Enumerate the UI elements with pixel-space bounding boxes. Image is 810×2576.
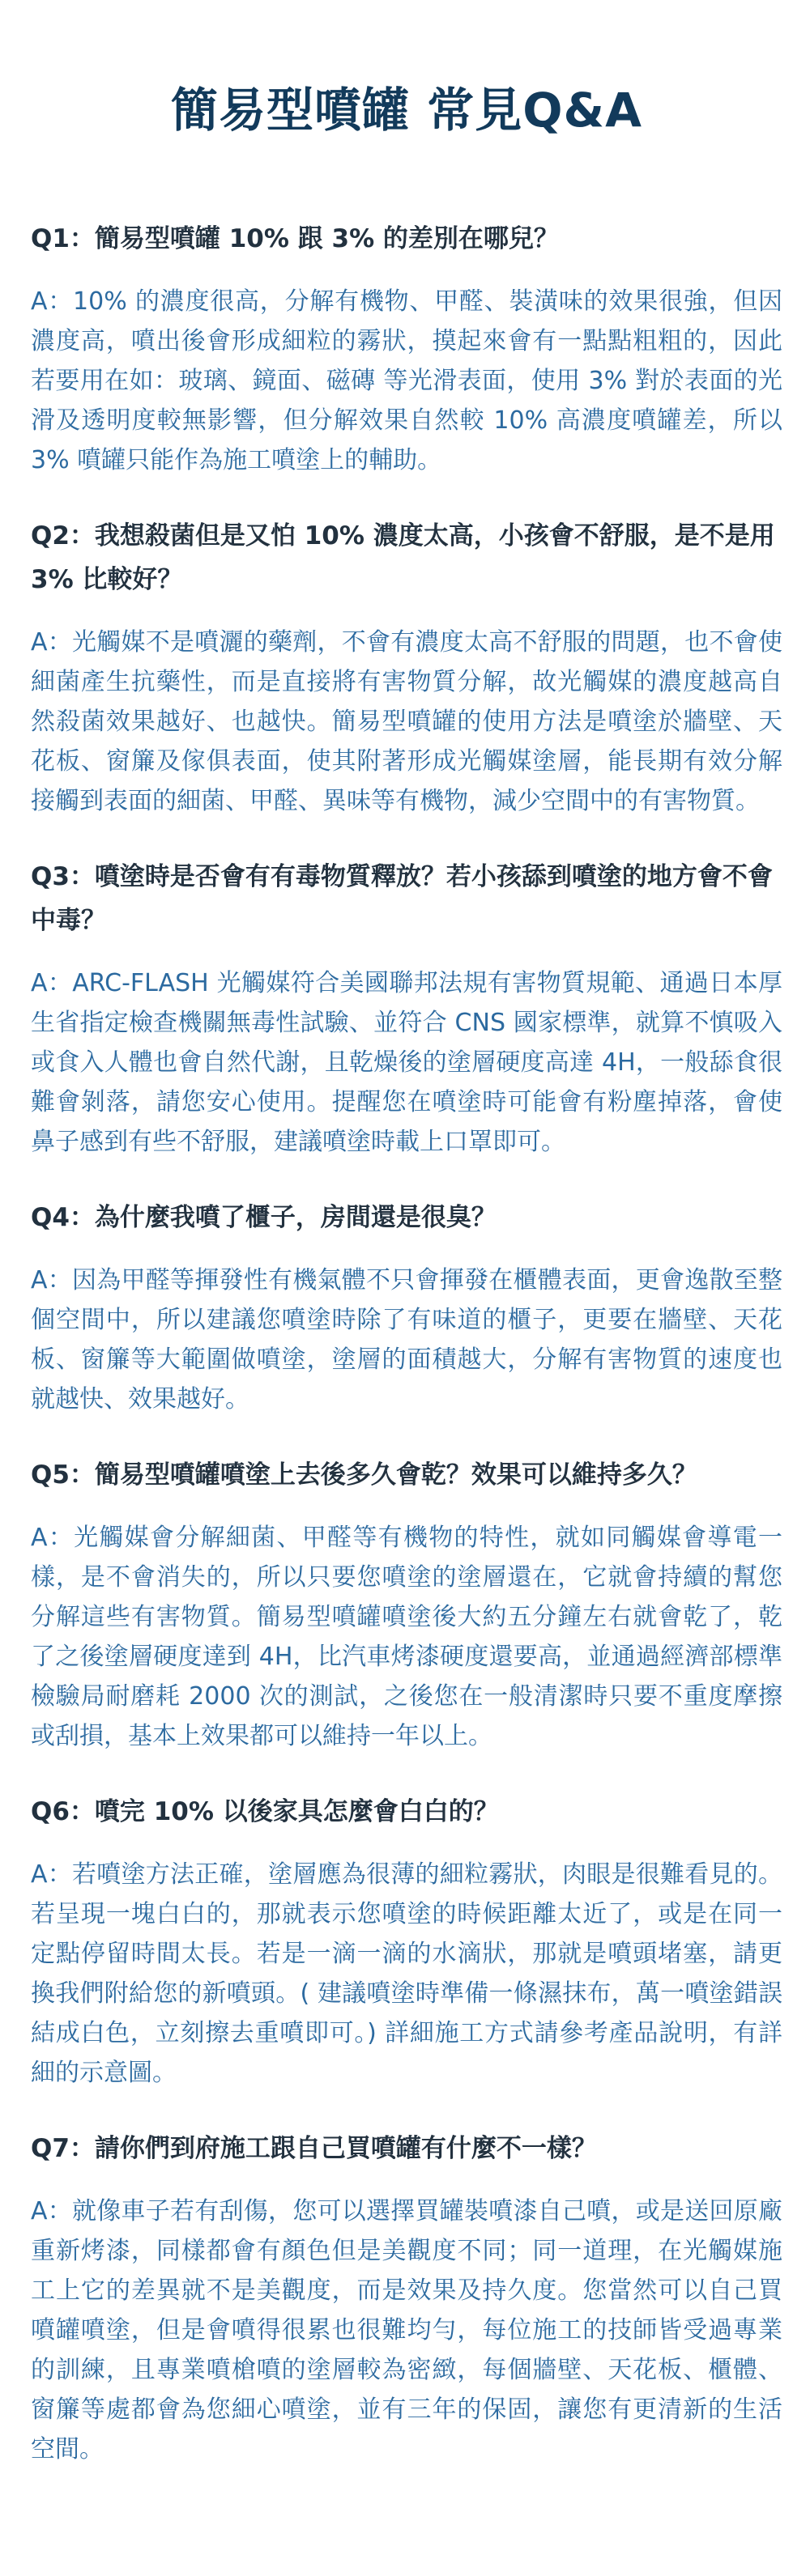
faq-question: Q3：噴塗時是否會有有毒物質釋放？若小孩舔到噴塗的地方會不會中毒？ xyxy=(31,862,773,935)
faq-item-q3 xyxy=(31,855,782,1162)
faq-question: Q4：為什麼我噴了櫃子，房間還是很臭？ xyxy=(31,1203,497,1232)
faq-answer: A：光觸媒不是噴灑的藥劑，不會有濃度太高不舒服的問題，也不會使細菌產生抗藥性，而是直接將有害物質分解，故光觸媒的濃度越高自然殺菌效果越好、也越快。簡易型噴罐的使用方法是噴塗於牆壁、天花板、窗簾及傢俱表面，使其附著形成光觸媒塗層，能長期有效分解接觸到表面的細菌、甲醛、異味等有機物，減少空間中的有害物質。 xyxy=(31,628,782,815)
page-title: 簡易型噴罐 常見Q&A xyxy=(171,83,642,138)
faq-item-q2 xyxy=(31,514,782,821)
faq-item-q1 xyxy=(31,217,782,480)
faq-question: Q5：簡易型噴罐噴塗上去後多久會乾？效果可以維持多久？ xyxy=(31,1460,697,1490)
faq-answer: A：因為甲醛等揮發性有機氣體不只會揮發在櫃體表面，更會逸散至整個空間中，所以建議您噴塗時除了有味道的櫃子，更要在牆壁、天花板、窗簾等大範圍做噴塗，塗層的面積越大，分解有害物質的速度也就越快、效果越好。 xyxy=(31,1266,782,1413)
faq-item-q4 xyxy=(31,1196,782,1419)
faq-answer: A：若噴塗方法正確，塗層應為很薄的細粒霧狀，肉眼是很難看見的。若呈現一塊白白的，那就表示您噴塗的時候距離太近了，或是在同一定點停留時間太長。若是一滴一滴的水滴狀，那就是噴頭堵塞，請更換我們附給您的新噴頭。( 建議噴塗時準備一條濕抹布，萬一噴塗錯誤結成白色，立刻擦去重噴即可。) 詳細施工方式請參考產品說明，有詳細的示意圖。 xyxy=(31,1860,782,2087)
faq-question: Q1：簡易型噴罐 10% 跟 3% 的差別在哪兒？ xyxy=(31,224,559,253)
faq-item-q7 xyxy=(31,2127,782,2469)
faq-question: Q6：噴完 10% 以後家具怎麼會白白的？ xyxy=(31,1797,499,1826)
faq-item-q5 xyxy=(31,1453,782,1756)
faq-answer: A：10% 的濃度很高，分解有機物、甲醛、裝潢味的效果很強，但因濃度高，噴出後會形成細粒的霧狀，摸起來會有一點點粗粗的，因此若要用在如：玻璃、鏡面、磁磚 等光滑表面，使用 3% 對於表面的光滑及透明度較無影響，但分解效果自然較 10% 高濃度噴罐差，所以 3% 噴罐只能作為施工噴塗上的輔助。 xyxy=(31,287,782,474)
faq-answer: A：就像車子若有刮傷，您可以選擇買罐裝噴漆自己噴，或是送回原廠重新烤漆，同樣都會有顏色但是美觀度不同；同一道理，在光觸媒施工上它的差異就不是美觀度，而是效果及持久度。您當然可以自己買噴罐噴塗，但是會噴得很累也很難均勻，每位施工的技師皆受過專業的訓練，且專業噴槍噴的塗層較為密緻，每個牆壁、天花板、櫃體、窗簾等處都會為您細心噴塗，並有三年的保固，讓您有更清新的生活空間。 xyxy=(31,2197,782,2463)
faq-answer: A：ARC-FLASH 光觸媒符合美國聯邦法規有害物質規範、通過日本厚生省指定檢查機關無毒性試驗、並符合 CNS 國家標準，就算不慎吸入或食入人體也會自然代謝，且乾燥後的塗層硬度高達 4H，一般舔食很難會剝落，請您安心使用。提醒您在噴塗時可能會有粉塵掉落，會使鼻子感到有些不舒服，建議噴塗時載上口罩即可。 xyxy=(31,969,782,1156)
faq-list xyxy=(31,217,782,2469)
faq-item-q6 xyxy=(31,1790,782,2093)
faq-question: Q7：請你們到府施工跟自己買噴罐有什麼不一樣？ xyxy=(31,2134,597,2163)
faq-question: Q2：我想殺菌但是又怕 10% 濃度太高，小孩會不舒服，是不是用 3% 比較好？ xyxy=(31,521,775,594)
faq-answer: A：光觸媒會分解細菌、甲醛等有機物的特性，就如同觸媒會導電一樣，是不會消失的，所以只要您噴塗的塗層還在，它就會持續的幫您分解這些有害物質。簡易型噴罐噴塗後大約五分鐘左右就會乾了，乾了之後塗層硬度達到 4H，比汽車烤漆硬度還要高，並通過經濟部標準檢驗局耐磨耗 2000 次的測試，之後您在一般清潔時只要不重度摩擦或刮損，基本上效果都可以維持一年以上。 xyxy=(31,1524,782,1750)
